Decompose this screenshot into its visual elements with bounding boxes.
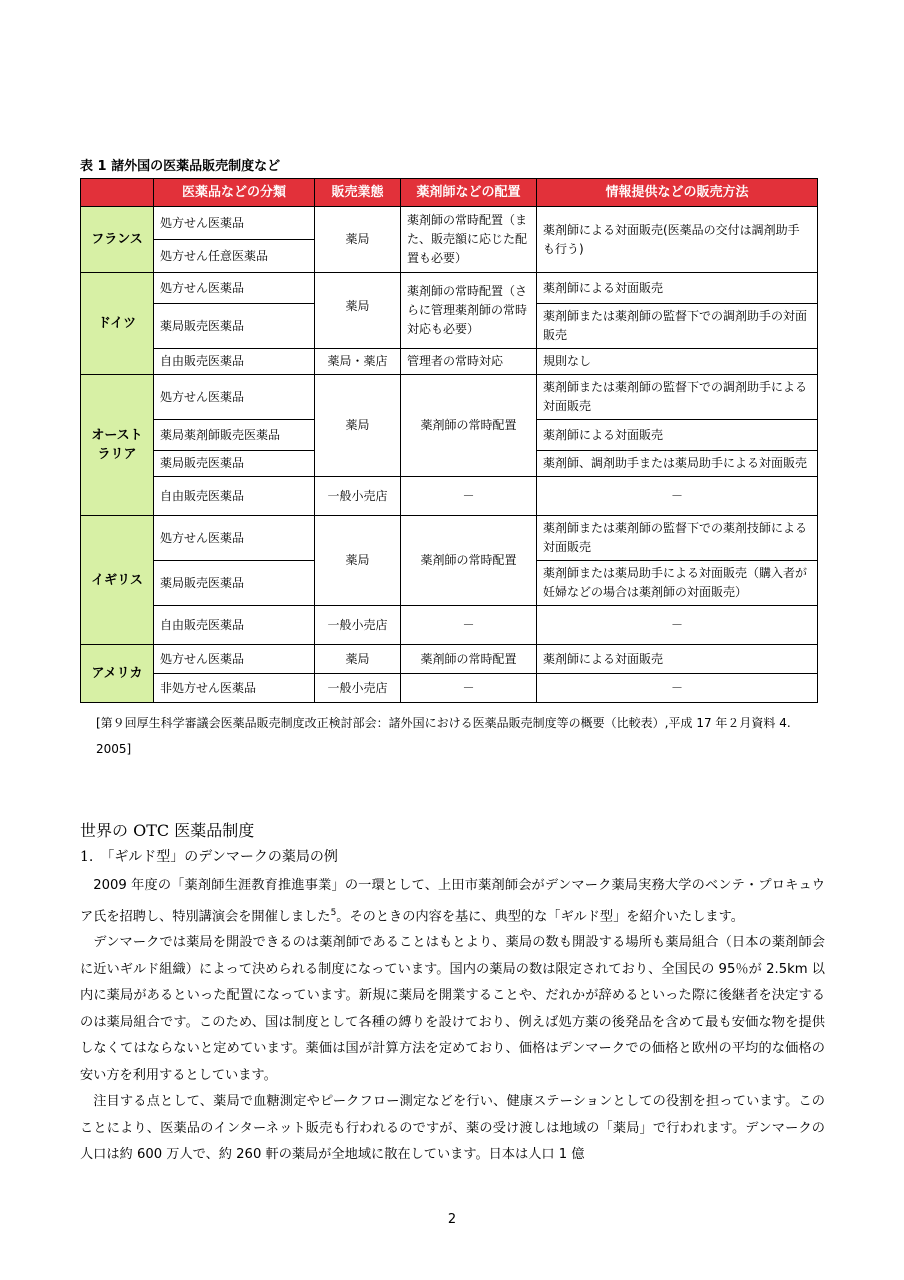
table-cell: 処方せん医薬品 [154,375,315,420]
table-cell: 自由販売医薬品 [154,349,315,375]
table-cell: 薬局 [315,645,401,674]
table-cell: 規則なし [537,349,818,375]
paragraph-text: 2009 年度の「薬剤師生涯教育推進事業」の一環として、上田市薬剤師会がデンマーク薬局実務大学のベンテ・プロキュウア氏を招聘し、特別講演会を開催しました [80,878,825,924]
country-australia: オーストラリア [81,375,154,516]
header-staffing: 薬剤師などの配置 [401,179,537,207]
table-row [81,477,818,516]
table-row [81,375,818,420]
table-row [81,606,818,645]
table-row [81,674,818,703]
table-cell: － [537,477,818,516]
country-uk: イギリス [81,516,154,645]
table-cell: 自由販売医薬品 [154,606,315,645]
table-cell: 非処方せん医薬品 [154,674,315,703]
page-number: 2 [447,1212,457,1227]
table-cell: 薬剤師の常時配置 [401,375,537,477]
table-cell: 薬剤師または薬剤師の監督下での薬剤技師による対面販売 [537,516,818,561]
header-sales-type: 販売業態 [315,179,401,207]
paragraph: デンマークでは薬局を開設できるのは薬剤師であることはもとより、薬局の数も開設する場所も薬局組合（日本の薬剤師会に近いギルド組織）によって決められる制度になっています。国内の薬局の数は限定されており、全国民の 95％が 2.5km 以内に薬局があるといった配置になっています。新規に薬局を開業することや、だれかが辞めるといった際に後継者を決定するのは薬局組合です。このため、国は制度として各種の縛りを設けており、例えば処方薬の後発品を含めて最も安価な物を提供しなくてはならないと定めています。薬価は国が計算方法を定めており、価格はデンマークでの価格と欧州の平均的な価格の安い方を利用するとしています。 [80,935,825,1083]
table-cell: 薬剤師または薬剤師の監督下での調剤助手の対面販売 [537,304,818,349]
table-row [81,516,818,561]
header-category: 医薬品などの分類 [154,179,315,207]
table-cell: － [537,606,818,645]
table-cell: 薬剤師の常時配置（さらに管理薬剤師の常時対応も必要） [401,273,537,349]
table-cell: 薬局・薬店 [315,349,401,375]
table-cell: 薬剤師または薬局助手による対面販売（購入者が妊婦などの場合は薬剤師の対面販売） [537,561,818,606]
table-cell: － [401,674,537,703]
table-cell: 薬剤師による対面販売(医薬品の交付は調剤助手も行う) [537,207,818,273]
table-header-row [81,179,818,207]
table-row [81,645,818,674]
table-cell: － [537,674,818,703]
country-france: フランス [81,207,154,273]
table-cell: － [401,606,537,645]
table-cell: 一般小売店 [315,477,401,516]
country-germany: ドイツ [81,273,154,375]
table-source: [第９回厚生科学審議会医薬品販売制度改正検討部会：諸外国における医薬品販売制度等の概要（比較表）,平成 17 年２月資料 4. 2005] [96,716,791,756]
paragraph-text: 。そのときの内容を基に、典型的な「ギルド型」を紹介いたします。 [336,908,744,924]
table-cell: 薬剤師による対面販売 [537,645,818,674]
table-cell: 薬剤師による対面販売 [537,420,818,451]
table-cell: 薬剤師、調剤助手または薬局助手による対面販売 [537,451,818,477]
footnote-ref: 5 [330,907,337,918]
table-cell: 管理者の常時対応 [401,349,537,375]
table-cell: 薬剤師の常時配置 [401,516,537,606]
paragraph [80,873,825,930]
table-cell: 処方せん医薬品 [154,645,315,674]
table-cell: 処方せん医薬品 [154,207,315,240]
subsection-heading: 1. 「ギルド型」のデンマークの薬局の例 [80,849,338,865]
table-cell: 薬局 [315,375,401,477]
table-cell: 薬局 [315,207,401,273]
section-heading: 世界の OTC 医薬品制度 [80,821,255,840]
drug-sales-table [80,178,818,703]
table-cell: 薬局販売医薬品 [154,561,315,606]
table-cell: 薬局 [315,516,401,606]
header-method: 情報提供などの販売方法 [537,179,818,207]
table-cell: 薬剤師の常時配置（また、販売額に応じた配置も必要） [401,207,537,273]
table-cell: 処方せん任意医薬品 [154,240,315,273]
table-cell: 薬局 [315,273,401,349]
table-cell: 一般小売店 [315,674,401,703]
table-caption: 表 1 諸外国の医薬品販売制度など [80,159,281,174]
table-cell: 薬局販売医薬品 [154,451,315,477]
table-cell: 自由販売医薬品 [154,477,315,516]
table-cell: 処方せん医薬品 [154,273,315,304]
table-cell: 薬局薬剤師販売医薬品 [154,420,315,451]
table-cell: 薬剤師による対面販売 [537,273,818,304]
table-row [81,349,818,375]
table-cell: 薬剤師の常時配置 [401,645,537,674]
table-cell: 薬局販売医薬品 [154,304,315,349]
table-cell: 薬剤師または薬剤師の監督下での調剤助手による対面販売 [537,375,818,420]
header-corner [81,179,154,207]
table-cell: － [401,477,537,516]
country-usa: アメリカ [81,645,154,703]
paragraph: 注目する点として、薬局で血糖測定やピークフロー測定などを行い、健康ステーションとしての役割を担っています。このことにより、医薬品のインターネット販売も行われるのですが、薬の受け渡しは地域の「薬局」で行われます。デンマークの人口は約 600 万人で、約 260 軒の薬局が全地域に散在しています。日本は人口 1 億 [80,1094,825,1163]
table-cell: 処方せん医薬品 [154,516,315,561]
table-row [81,207,818,240]
table-cell: 一般小売店 [315,606,401,645]
table-row [81,273,818,304]
body-text [80,873,825,1169]
